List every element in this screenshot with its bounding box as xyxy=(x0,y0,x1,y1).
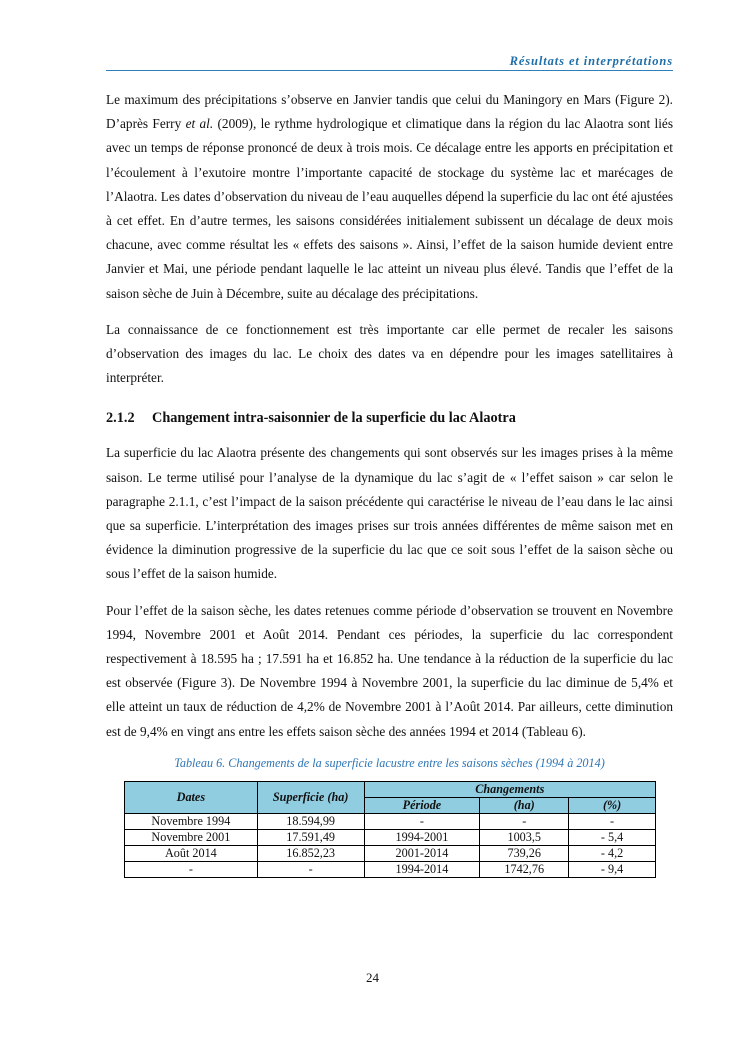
superficie-table xyxy=(124,781,656,878)
cell-pct: - 5,4 xyxy=(569,829,656,845)
citation-et-al: et al. xyxy=(185,116,214,132)
header-ha: (ha) xyxy=(480,797,569,813)
table-row xyxy=(125,829,656,845)
cell-superficie: 18.594,99 xyxy=(257,813,364,829)
table-row xyxy=(125,813,656,829)
section-title: Changement intra-saisonnier de la superficie du lac Alaotra xyxy=(152,410,516,427)
header-changements: Changements xyxy=(364,781,655,797)
cell-periode: 2001-2014 xyxy=(364,845,480,861)
page-number: 24 xyxy=(366,970,379,985)
cell-ha: 739,26 xyxy=(480,845,569,861)
cell-pct: - xyxy=(569,813,656,829)
cell-date: Novembre 1994 xyxy=(125,813,258,829)
cell-periode: 1994-2001 xyxy=(364,829,480,845)
header-title: Résultats et interprétations xyxy=(509,54,673,68)
cell-periode: - xyxy=(364,813,480,829)
page-body xyxy=(106,88,673,878)
cell-superficie: - xyxy=(257,861,364,877)
header-dates: Dates xyxy=(125,781,258,813)
header-superficie: Superficie (ha) xyxy=(257,781,364,813)
cell-pct: - 9,4 xyxy=(569,861,656,877)
paragraph-saison-seche: Pour l’effet de la saison sèche, les dates retenues comme période d’observation se trouvent en Novembre 1994, Novembre 2001 et Août 2014. Pendant ces périodes, la superficie du lac correspondent respectivement à 18.595 ha ; 17.591 ha et 16.852 ha. Une tendance à la réduction de la superficie du lac est observée (Figure 3). De Novembre 1994 à Novembre 2001, la superficie du lac diminue de 5,4% et elle atteint un taux de réduction de 4,2% de Novembre 2001 à l’Août 2014. Par ailleurs, cette diminution est de 9,4% en vingt ans entre les effets saison sèche des années 1994 et 2014 (Tableau 6). xyxy=(106,602,673,739)
cell-ha: 1742,76 xyxy=(480,861,569,877)
paragraph-text: (2009), le rythme hydrologique et climatique dans la région du lac Alaotra sont liés avec un temps de réponse prononcé de deux à trois mois. Ce décalage entre les apports en précipitation et l’écoulement à l’exutoire montre l’importante capacité de stockage du système lac et marécages de l’Alaotra. Les dates d’observation du niveau de l’eau auquelles dépend la superficie du lac ont été ajustées à cet effet. En d’autre termes, les saisons considérées initialement subissent un décalage de deux mois chacune, avec comme résultat les « effets des saisons ». Ainsi, l’effet de la saison humide devient entre Janvier et Mai, une période pendant laquelle le lac atteint un niveau plus élevé. Tandis que l’effet de la saison sèche de Juin à Décembre, suite au décalage des précipitations. xyxy=(106,116,673,301)
cell-date: Novembre 2001 xyxy=(125,829,258,845)
running-header xyxy=(106,52,673,71)
paragraph-precipitation xyxy=(106,88,673,306)
cell-superficie: 17.591,49 xyxy=(257,829,364,845)
section-number: 2.1.2 xyxy=(106,410,135,427)
paragraph-superficie: La superficie du lac Alaotra présente des changements qui sont observés sur les images prises à la même saison. Le terme utilisé pour l’analyse de la dynamique du lac s’agit de « l’effet saison » car selon le paragraphe 2.1.1, c’est l’impact de la saison précédente qui caractérise le niveau de l’eau dans le lac ainsi que sa superficie. L’interprétation des images prises sur trois années différentes de même saison met en évidence la diminution progressive de la superficie du lac que ce soit sous l’effet de la saison sèche ou sous l’effet de la saison humide. xyxy=(106,445,673,582)
table-row xyxy=(125,845,656,861)
cell-superficie: 16.852,23 xyxy=(257,845,364,861)
cell-ha: 1003,5 xyxy=(480,829,569,845)
cell-pct: - 4,2 xyxy=(569,845,656,861)
cell-date: Août 2014 xyxy=(125,845,258,861)
table-row xyxy=(125,861,656,877)
paragraph-fonctionnement: La connaissance de ce fonctionnement est très importante car elle permet de recaler les saisons d’observation des images du lac. Le choix des dates va en dépendre pour les images satellitaires à interpréter. xyxy=(106,321,673,386)
cell-periode: 1994-2014 xyxy=(364,861,480,877)
header-pct: (%) xyxy=(569,797,656,813)
cell-date: - xyxy=(125,861,258,877)
table-caption: Tableau 6. Changements de la superficie lacustre entre les saisons sèches (1994 à 2014) xyxy=(174,755,605,770)
section-heading xyxy=(106,410,673,427)
paragraph-text: Le maximum des précipitations s’observe en Janvier tandis que celui du Maningory en Mars (Figure 2). D’après Ferry xyxy=(106,92,673,132)
header-periode: Période xyxy=(364,797,480,813)
cell-ha: - xyxy=(480,813,569,829)
